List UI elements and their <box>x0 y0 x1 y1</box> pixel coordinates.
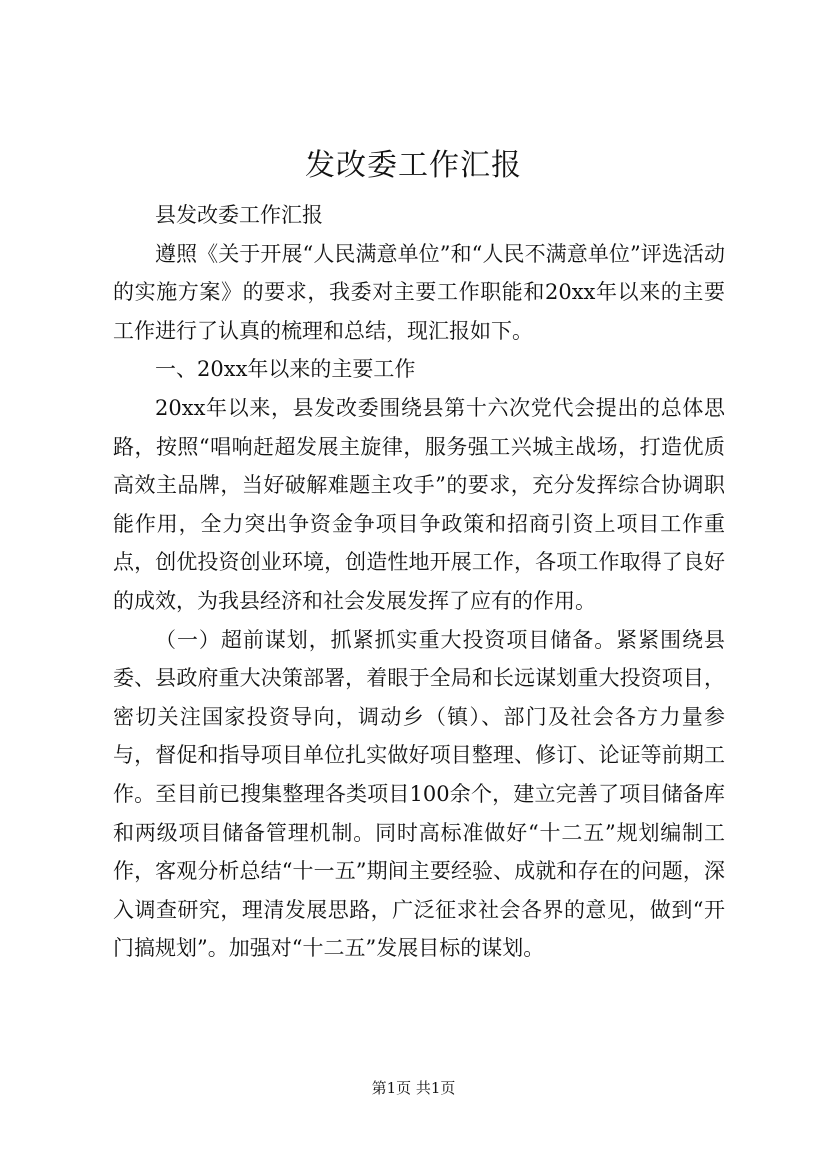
page-footer: 第1页 共1页 <box>371 1079 456 1097</box>
paragraph-subtitle: 县发改委工作汇报 <box>155 203 323 227</box>
paragraph-item-one: （一）超前谋划，抓紧抓实重大投资项目储备。紧紧围绕县委、县政府重大决策部署，着眼于全局和长远谋划重大投资项目，密切关注国家投资导向，调动乡（镇）、部门及社会各方力量参与，督促和指导项目单位扎实做好项目整理、修订、论证等前期工作。至目前已搜集整理各类项目100余个，建立完善了项目储备库和两级项目储备管理机制。同时高标准做好“十二五”规划编制工作，客观分析总结“十一五”期间主要经验、成就和存在的问题，深入调查研究，理清发展思路，广泛征求社会各界的意见，做到“开门搞规划”。加强对“十二五”发展目标的谋划。 <box>113 627 725 961</box>
paragraph-intro: 遵照《关于开展“人民满意单位”和“人民不满意单位”评选活动的实施方案》的要求，我委对主要工作职能和20xx年以来的主要工作进行了认真的梳理和总结，现汇报如下。 <box>113 241 725 343</box>
section-heading: 一、20xx年以来的主要工作 <box>155 357 416 382</box>
document-title: 发改委工作汇报 <box>305 148 522 183</box>
paragraph-overview: 20xx年以来，县发改委围绕县第十六次党代会提出的总体思路，按照“唱响赶超发展主旋律，服务强工兴城主战场，打造优质高效主品牌，当好破解难题主攻手”的要求，充分发挥综合协调职能作用，全力突出争资金争项目争政策和招商引资上项目工作重点，创优投资创业环境，创造性地开展工作，各项工作取得了良好的成效，为我县经济和社会发展发挥了应有的作用。 <box>113 395 725 613</box>
document-body <box>113 196 725 968</box>
